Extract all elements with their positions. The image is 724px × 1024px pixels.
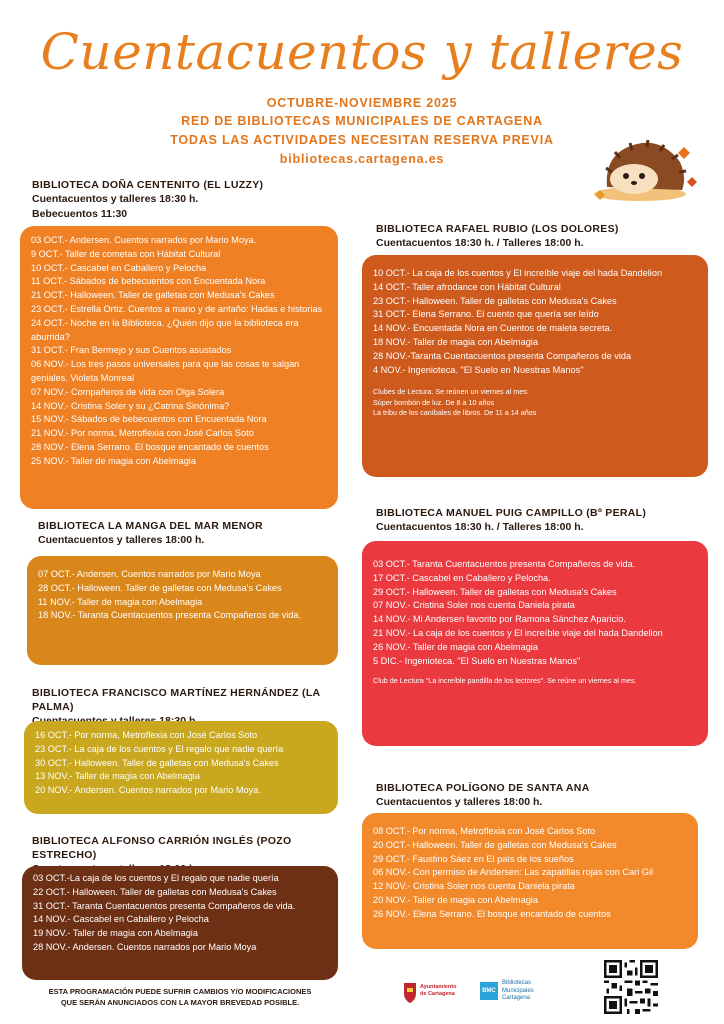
event-item: 12 NOV.- Cristina Soler nos cuenta Daniela pirata [373,881,575,892]
library-header-manga [38,519,348,548]
event-item: 14 NOV.- Cascabel en Caballero y Pelocha [33,914,209,925]
event-item: 28 NOV.- Elena Serrano. El bosque encantado de cuentos [31,441,269,452]
library-name: BIBLIOTECA POLÍGONO DE SANTA ANA [376,782,590,794]
event-item: 25 NOV.- Taller de magia con Abelmagia [31,455,196,466]
event-item: 16 OCT.- Por norma, Metroflexia con José Carlos Soto [35,730,258,740]
library-name: BIBLIOTECA DOÑA CENTENITO (EL LUZZY) [32,179,264,191]
event-item: 28 NOV.-Taranta Cuentacuentos presenta Compañeros de vida [373,350,632,361]
event-item: 26 NOV.- Elena Serrano. El bosque encantado de cuentos [373,908,611,919]
logo-line: Cartagena [502,995,531,1001]
website-link[interactable]: bibliotecas.cartagena.es [279,152,445,166]
qr-code[interactable] [604,960,658,1014]
reading-club-note: Club de Lectura "La increíble pandilla de los lectores". Se reúne un viernes al mes. [373,676,637,686]
library-header-peral [376,506,706,535]
library-name: BIBLIOTECA MANUEL PUIG CAMPILLO (Bº PERAL) [376,507,647,519]
event-item: 28 NOV.- Andersen. Cuentos narrados por Mario Moya [33,941,257,952]
reading-club-note: Súper bombón de luz. De 8 a 10 años [373,397,495,407]
event-item: 17 OCT.- Cascabel en Caballero y Pelocha. [373,572,551,583]
event-item: 23 OCT.- Halloween. Taller de galletas con Medusa's Cakes [373,295,617,306]
event-item: 23 OCT.- Estrella Ortiz. Cuentos a mano y de antaño: Hadas e historias [31,303,323,314]
reservation-notice: TODAS LAS ACTIVIDADES NECESITAN RESERVA PREVIA [170,133,554,147]
event-item: 30 OCT.- Halloween. Taller de galletas con Medusa's Cakes [35,757,279,768]
footer-disclaimer [30,986,330,1008]
library-name: BIBLIOTECA FRANCISCO MARTÍNEZ HERNÁNDEZ (LA PALMA) [32,687,321,713]
event-item: 15 NOV.- Sábados de bebecuentos con Encuentada Nora [31,414,267,425]
event-item: 20 OCT.- Halloween. Taller de galletas con Medusa's Cakes [373,839,617,850]
footer-line: ESTA PROGRAMACIÓN PUEDE SUFRIR CAMBIOS Y/O MODIFICACIONES [48,987,312,996]
event-item: 07 NOV.- Compañeros de vida con Olga Solera [31,386,225,397]
event-item: 21 OCT.- Halloween. Taller de galletas con Medusa's Cakes [31,290,275,301]
event-item: 4 NOV.- Ingenioteca. "El Suelo en Nuestras Manos" [373,364,584,375]
libraries-logo-text [502,980,534,1003]
event-item: 22 OCT.- Halloween. Taller de galletas con Medusa's Cakes [33,886,277,897]
library-header-centenito [32,178,352,222]
city-logo-text: Ayuntamiento de Cartagena [420,984,457,997]
events-box-manga [27,556,338,665]
reading-club-note: Clubes de Lectura. Se reúnen un viernes al mes: [373,387,529,397]
event-item: 14 NOV.- Mi Andersen favorito por Ramona Sánchez Aparicio. [373,614,626,625]
event-item: 28 OCT.- Halloween. Taller de galletas con Medusa's Cakes [38,582,282,593]
event-item: 29 OCT.- Halloween. Taller de galletas con Medusa's Cakes [373,586,617,597]
hedgehog-illustration [592,132,702,202]
library-schedule-baby: Bebecuentos 11:30 [32,208,128,220]
date-range: OCTUBRE-NOVIEMBRE 2025 [266,96,458,110]
event-item: 31 OCT.- Taranta Cuentacuentos presenta Compañeros de vida. [33,900,296,911]
event-item: 08 OCT.- Por norma, Metroflexia con José Carlos Soto [373,826,596,836]
cartagena-city-logo [402,978,462,1006]
events-box-pozo [22,866,338,980]
event-item: 21 NOV.- Por norma, Metroflexia con José Carlos Soto [31,428,254,439]
event-item: 5 DIC.- Ingenioteca. "El Suelo en Nuestras Manos" [373,655,581,666]
libraries-logo [480,980,560,1006]
event-item: 31 OCT.- Fran Bermejo y sus Cuentos asustados [31,345,232,356]
library-name: BIBLIOTECA LA MANGA DEL MAR MENOR [38,520,263,532]
event-item: 14 NOV.- Cristina Soler y su ¿Catrina Sinónima? [31,400,230,411]
bmc-badge: BMC [480,982,498,1000]
library-schedule: Cuentacuentos 18:30 h. / Talleres 18:00 h. [376,237,584,249]
network-name: RED DE BIBLIOTECAS MUNICIPALES DE CARTAGENA [181,114,543,128]
event-item: 20 NOV.- Andersen. Cuentos narrados por Mario Moya. [35,785,261,796]
event-item: 19 NOV.- Taller de magia con Abelmagia [33,928,198,939]
events-box-centenito [20,226,338,509]
footer-line: QUE SERÁN ANUNCIADOS CON LA MAYOR BREVEDAD POSIBLE. [60,998,300,1007]
library-schedule: Cuentacuentos y talleres 18:30 h. [32,193,199,205]
event-item: 07 NOV.- Cristina Soler nos cuenta Daniela pirata [373,600,575,611]
event-item: 10 OCT.- La caja de los cuentos y El increíble viaje del hada Dandelion [373,268,663,278]
page-title: Cuentacuentos y talleres [40,23,684,81]
event-item: 9 OCT.- Taller de cometas con Hábitat Cultural [31,248,221,259]
event-item: 23 OCT.- La caja de los cuentos y El regalo que nadie quería [35,743,284,754]
event-item: 31 OCT.- Elena Serrano. El cuento que quería ser leído [373,309,599,320]
event-item: 13 NOV.- Taller de magia con Abelmagia [35,771,200,782]
event-item: 20 NOV.- Taller de magia con Abelmagia [373,894,538,905]
event-item: 03 OCT.- Taranta Cuentacuentos presenta Compañeros de vida. [373,559,636,569]
event-item: 14 NOV.- Encuentada Nora en Cuentos de maleta secreta. [373,323,613,334]
logo-line: Municipales [502,987,534,994]
event-item: 24 OCT.- Noche en la Biblioteca. ¿Quién dijo que la biblioteca era aburrida? [31,317,299,342]
event-item: 29 OCT.- Faustino Sáez en El país de los sueños [373,853,574,864]
library-schedule: Cuentacuentos 18:30 h. / Talleres 18:00 h. [376,521,584,533]
event-item: 18 NOV.- Taranta Cuentacuentos presenta Compañeros de vida. [38,610,302,621]
library-header-rubio [376,222,696,251]
library-name: BIBLIOTECA ALFONSO CARRIÓN INGLÉS (POZO ESTRECHO) [32,835,292,861]
event-item: 06 NOV.- Con permiso de Andersen: Las zapatillas rojas con Cari Gil [373,867,654,878]
event-item: 18 NOV.- Taller de magia con Abelmagia [373,336,538,347]
events-box-rubio [362,255,708,477]
events-box-peral [362,541,708,746]
event-item: 06 NOV.- Los tres pasos universales para que las cosas te salgan geniales. Violeta Monreal [31,359,300,383]
library-schedule: Cuentacuentos y talleres 18:00 h. [376,796,543,808]
logo-line: Bibliotecas [502,980,532,986]
event-item: 11 NOV.- Taller de magia con Abelmagia [38,596,203,607]
reading-club-note: La tribu de los caníbales de libros. De 11 a 14 años [373,408,537,418]
event-item: 14 OCT.- Taller afrodance con Hábitat Cultural [373,281,561,292]
coat-of-arms-icon [402,980,418,1004]
events-box-palma [24,721,338,814]
event-item: 03 OCT.- Andersen. Cuentos narrados por Mario Moya. [31,235,257,245]
event-item: 10 OCT.- Cascabel en Caballero y Pelocha [31,262,207,273]
event-item: 21 NOV.- La caja de los cuentos y El increíble viaje del hada Dandelion [373,627,663,638]
events-box-santaana [362,813,698,949]
library-header-santaana [376,781,696,810]
event-item: 26 NOV.- Taller de magia con Abelmagia [373,641,538,652]
event-item: 11 OCT.- Sábados de bebecuentos con Encuentada Nora [31,276,266,287]
event-item: 03 OCT.-La caja de los cuentos y El regalo que nadie quería [33,873,279,883]
library-schedule: Cuentacuentos y talleres 18:00 h. [38,534,205,546]
event-item: 07 OCT.- Andersen. Cuentos narrados por Mario Moya [38,569,261,579]
library-name: BIBLIOTECA RAFAEL RUBIO (LOS DOLORES) [376,223,619,235]
